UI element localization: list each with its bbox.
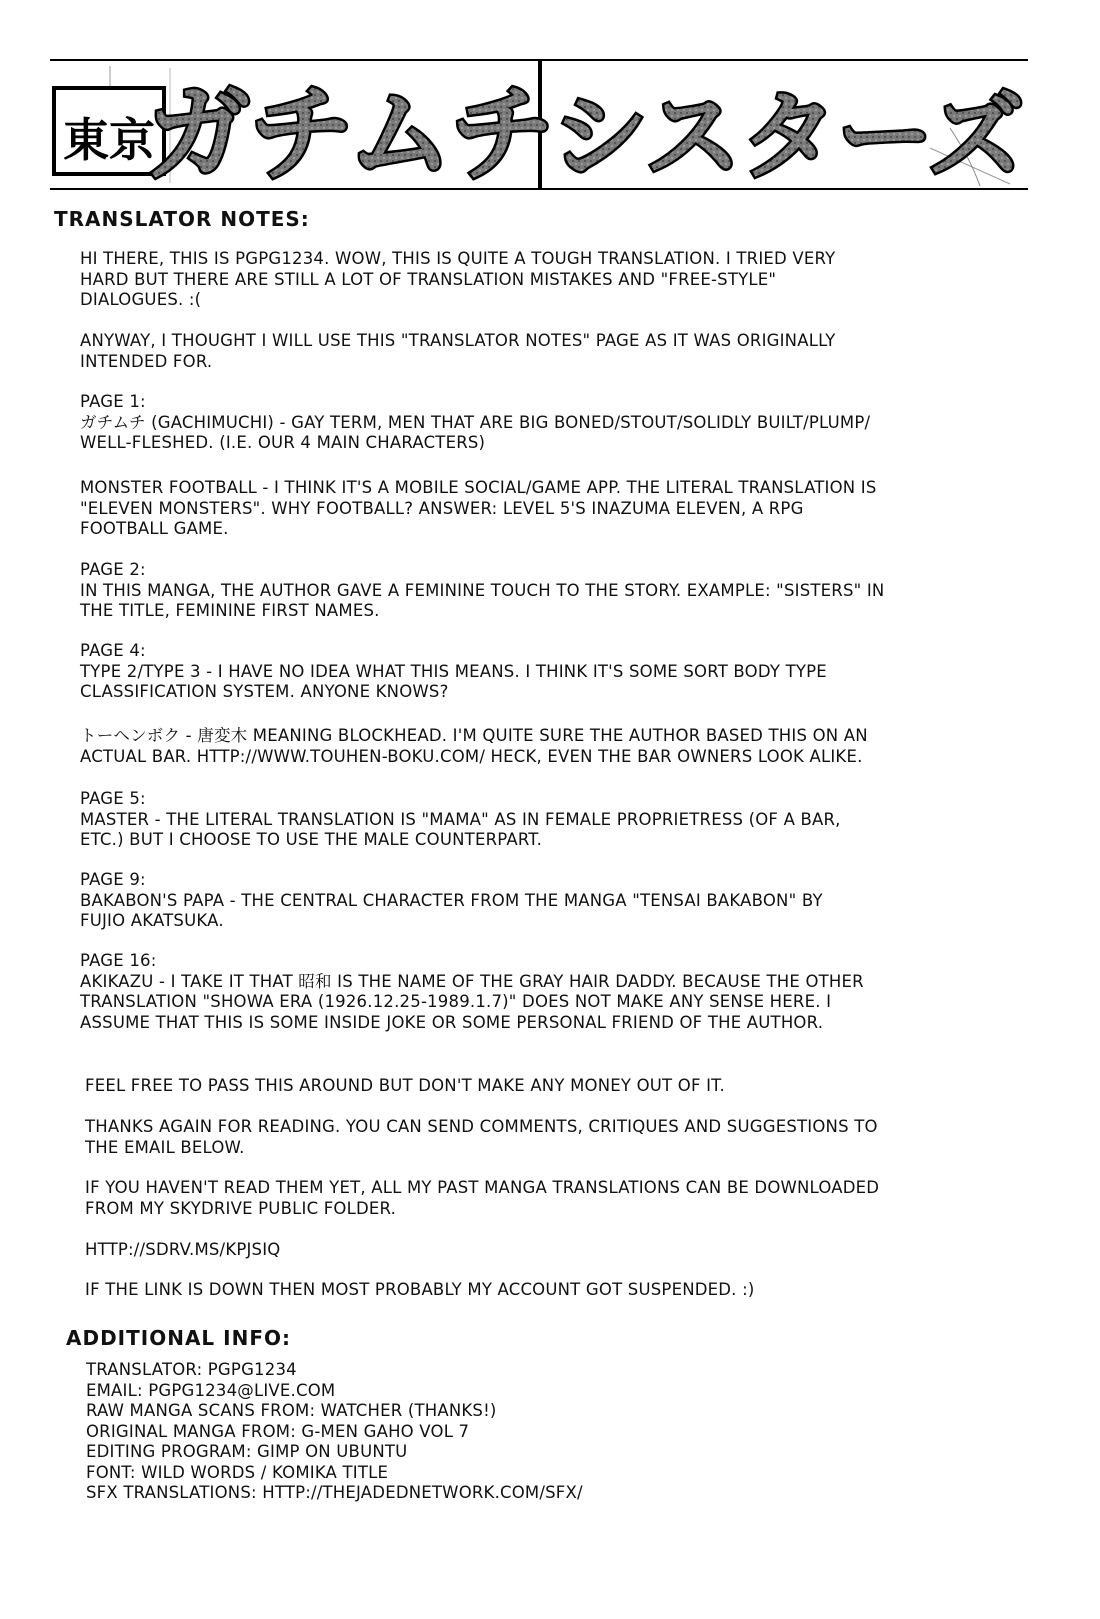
paragraph-intro: HI THERE, THIS IS PGPG1234. WOW, THIS IS QUITE A TOUGH TRANSLATION. I TRIED VERY HARD BUT THERE ARE STILL A LOT OF TRANSLATION MISTAKES AND "FREE-STYLE" DIALOGUES. :(: [80, 249, 836, 309]
paragraph-thanks: THANKS AGAIN FOR READING. YOU CAN SEND COMMENTS, CRITIQUES AND SUGGESTIONS TO THE EMAIL BELOW.: [85, 1117, 878, 1157]
note-page-2: PAGE 2: IN THIS MANGA, THE AUTHOR GAVE A FEMININE TOUCH TO THE STORY. EXAMPLE: "SISTERS" IN THE TITLE, FEMININE FIRST NAMES.: [80, 560, 885, 620]
note-page-1-gachimuchi: PAGE 1: ガチムチ (GACHIMUCHI) - GAY TERM, MEN THAT ARE BIG BONED/STOUT/SOLIDLY BUILT/PLUMP/ WELL-FLESHED. (I.E. OUR 4 MAIN CHARACTERS): [80, 392, 871, 452]
paragraph-link-down: IF THE LINK IS DOWN THEN MOST PROBABLY MY ACCOUNT GOT SUSPENDED. :): [85, 1280, 755, 1299]
note-page-4-type: PAGE 4: TYPE 2/TYPE 3 - I HAVE NO IDEA WHAT THIS MEANS. I THINK IT'S SOME SORT BODY TYPE CLASSIFICATION SYSTEM. ANYONE KNOWS?: [80, 641, 827, 701]
title-banner-art: [50, 58, 1028, 191]
skydrive-link[interactable]: HTTP://SDRV.MS/KPJSIQ: [85, 1240, 281, 1259]
note-page-4-bar: トーヘンボク - 唐変木 MEANING BLOCKHEAD. I'M QUITE SURE THE AUTHOR BASED THIS ON AN ACTUAL BAR. HTTP://WWW.TOUHEN-BOKU.COM/ HECK, EVEN THE BAR OWNERS LOOK ALIKE.: [80, 726, 868, 766]
note-page-9: PAGE 9: BAKABON'S PAPA - THE CENTRAL CHARACTER FROM THE MANGA "TENSAI BAKABON" BY FUJIO AKATSUKA.: [80, 870, 823, 930]
paragraph-intro-2: ANYWAY, I THOUGHT I WILL USE THIS "TRANSLATOR NOTES" PAGE AS IT WAS ORIGINALLY INTENDED FOR.: [80, 331, 836, 371]
note-page-16: PAGE 16: AKIKAZU - I TAKE IT THAT 昭和 IS THE NAME OF THE GRAY HAIR DADDY. BECAUSE THE OTHER TRANSLATION "SHOWA ERA (1926.12.25-1989.1.7)" DOES NOT MAKE ANY SENSE HERE. I ASSUME THAT THIS IS SOME INSIDE JOKE OR SOME PERSONAL FRIEND OF THE AUTHOR.: [80, 951, 864, 1032]
title-banner: [50, 58, 1028, 191]
translator-notes-heading: TRANSLATOR NOTES:: [54, 207, 310, 231]
banner-text-left: 東京: [63, 113, 155, 167]
paragraph-past-translations: IF YOU HAVEN'T READ THEM YET, ALL MY PAST MANGA TRANSLATIONS CAN BE DOWNLOADED FROM MY SKYDRIVE PUBLIC FOLDER.: [85, 1178, 880, 1218]
info-raw-scans: RAW MANGA SCANS FROM: WATCHER (THANKS!): [86, 1401, 497, 1420]
paragraph-share: FEEL FREE TO PASS THIS AROUND BUT DON'T MAKE ANY MONEY OUT OF IT.: [85, 1076, 725, 1095]
note-page-1-monster-football: MONSTER FOOTBALL - I THINK IT'S A MOBILE SOCIAL/GAME APP. THE LITERAL TRANSLATION IS "ELEVEN MONSTERS". WHY FOOTBALL? ANSWER: LEVEL 5'S INAZUMA ELEVEN, A RPG FOOTBALL GAME.: [80, 478, 877, 538]
banner-text-right: シスターズ: [551, 81, 1025, 191]
additional-info-heading: ADDITIONAL INFO:: [66, 1326, 291, 1350]
note-page-5: PAGE 5: MASTER - THE LITERAL TRANSLATION IS "MAMA" AS IN FEMALE PROPRIETRESS (OF A BAR, ETC.) BUT I CHOOSE TO USE THE MALE COUNTERPART.: [80, 789, 841, 849]
info-sfx-translations[interactable]: SFX TRANSLATIONS: HTTP://THEJADEDNETWORK.COM/SFX/: [86, 1483, 583, 1502]
info-font: FONT: WILD WORDS / KOMIKA TITLE: [86, 1462, 389, 1482]
banner-text-mid: ガチムチ: [145, 73, 555, 191]
additional-info-list: [86, 1360, 986, 1504]
info-original-manga: ORIGINAL MANGA FROM: G-MEN GAHO VOL 7: [86, 1421, 470, 1441]
info-editing-program: EDITING PROGRAM: GIMP ON UBUNTU: [86, 1442, 408, 1461]
info-translator: TRANSLATOR: PGPG1234: [86, 1360, 297, 1379]
info-email[interactable]: EMAIL: PGPG1234@LIVE.COM: [86, 1380, 336, 1400]
